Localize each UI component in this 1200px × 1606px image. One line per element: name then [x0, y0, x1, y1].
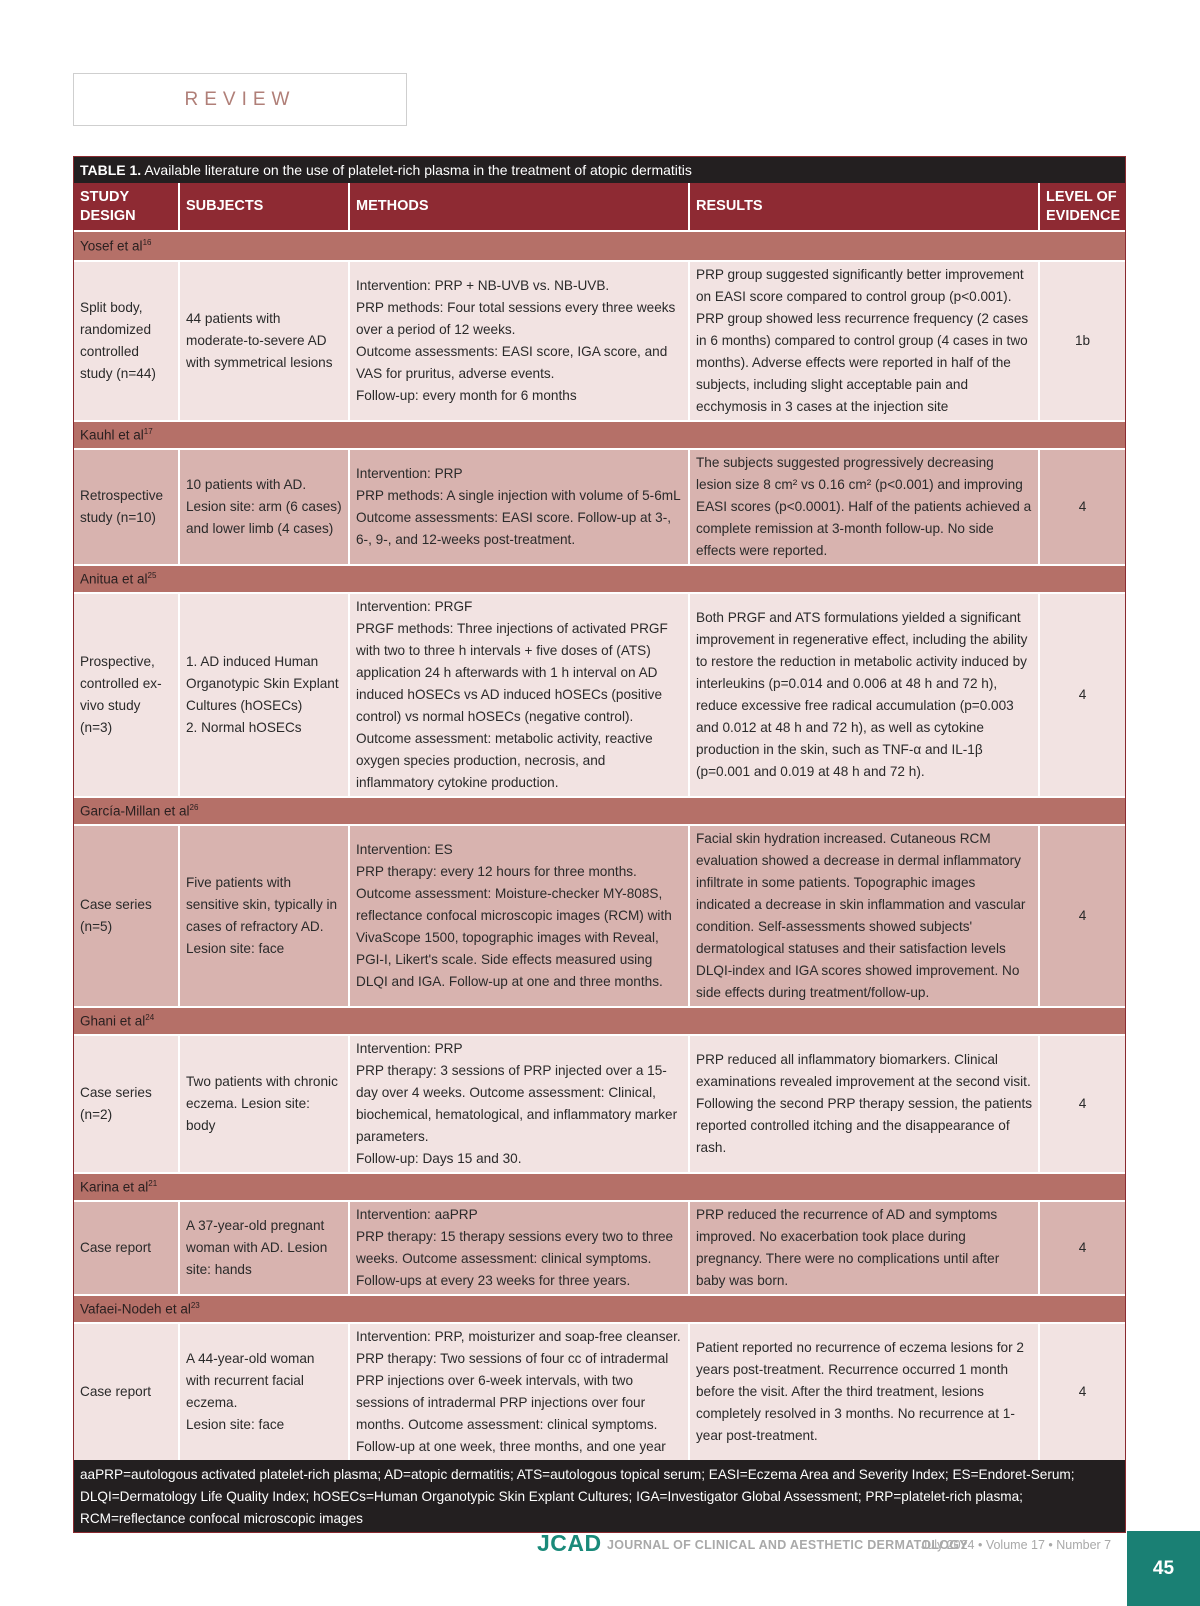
- subjects-cell: A 44-year-old woman with recurrent facial eczema. Lesion site: face: [179, 1323, 349, 1460]
- header-results: RESULTS: [689, 183, 1039, 231]
- subjects-cell: Five patients with sensitive skin, typically in cases of refractory AD. Lesion site: face: [179, 825, 349, 1007]
- subjects-cell: 44 patients with moderate-to-severe AD with symmetrical lesions: [179, 261, 349, 421]
- study-author-row: [74, 421, 1125, 449]
- subjects-cell: 10 patients with AD. Lesion site: arm (6 cases) and lower limb (4 cases): [179, 449, 349, 565]
- methods-cell: Intervention: PRP, moisturizer and soap-free cleanser. PRP therapy: Two sessions of four cc of intradermal PRP injections over 6-week intervals, with two sessions of intradermal PRP injections over four months. Outcome assessment: clinical symptoms. Follow-up at one week, three months, and one year: [349, 1323, 689, 1460]
- evidence-table: [73, 156, 1126, 1533]
- methods-cell: Intervention: aaPRP PRP therapy: 15 therapy sessions every two to three weeks. Outcome assessment: clinical symptoms. Follow-ups at every 23 weeks for three years.: [349, 1201, 689, 1295]
- study-reference: 16: [142, 238, 152, 248]
- study-author: [74, 1173, 1125, 1201]
- study-design-cell: Case report: [74, 1201, 179, 1295]
- study-design-cell: Prospective, controlled ex-vivo study (n=3): [74, 593, 179, 797]
- table-caption-label: TABLE 1.: [80, 162, 142, 178]
- study-detail-row: [74, 825, 1125, 1007]
- study-design-cell: Split body, randomized controlled study (n=44): [74, 261, 179, 421]
- level-of-evidence-cell: 4: [1039, 1201, 1125, 1295]
- study-author: [74, 797, 1125, 825]
- study-author-name: Ghani et al: [80, 1013, 146, 1029]
- study-design-cell: Retrospective study (n=10): [74, 449, 179, 565]
- table-body: [74, 183, 1125, 1460]
- subjects-cell: 1. AD induced Human Organotypic Skin Explant Cultures (hOSECs) 2. Normal hOSECs: [179, 593, 349, 797]
- table-caption: [74, 157, 1125, 183]
- study-author: [74, 1007, 1125, 1035]
- study-design-cell: Case series (n=2): [74, 1035, 179, 1173]
- results-cell: PRP group suggested significantly better improvement on EASI score compared to control group (p<0.001). PRP group showed less recurrence frequency (2 cases in 6 months) compared to control group (4 cases in two months). Adverse effects were reported in half of the subjects, including slight acceptable pain and ecchymosis in 3 cases at the injection site: [689, 261, 1039, 421]
- journal-name: JOURNAL OF CLINICAL AND AESTHETIC DERMATOLOGY: [607, 1538, 968, 1552]
- results-cell: The subjects suggested progressively decreasing lesion size 8 cm² vs 0.16 cm² (p<0.001) and improving EASI scores (p<0.0001). Half of the patients achieved a complete remission at 3-month follow-up. No side effects were reported.: [689, 449, 1039, 565]
- section-label: REVIEW: [184, 88, 296, 110]
- study-author-row: [74, 231, 1125, 261]
- study-author-row: [74, 797, 1125, 825]
- study-author-name: Karina et al: [80, 1179, 149, 1195]
- study-author-row: [74, 1007, 1125, 1035]
- study-author: [74, 565, 1125, 593]
- study-design-cell: Case series (n=5): [74, 825, 179, 1007]
- level-of-evidence-cell: 4: [1039, 593, 1125, 797]
- results-cell: PRP reduced all inflammatory biomarkers. Clinical examinations revealed improvement at the second visit. Following the second PRP therapy session, the patients reported controlled itching and the disappearance of rash.: [689, 1035, 1039, 1173]
- study-author-name: García-Millan et al: [80, 803, 190, 819]
- study-detail-row: [74, 1201, 1125, 1295]
- study-author: [74, 421, 1125, 449]
- methods-cell: Intervention: PRGF PRGF methods: Three injections of activated PRGF with two to three h intervals + five doses of (ATS) application 24 h afterwards with 1 h interval on AD induced hOSECs vs AD induced hOSECs (positive control) vs normal hOSECs (negative control). Outcome assessment: metabolic activity, reactive oxygen species production, necrosis, and inflammatory cytokine production.: [349, 593, 689, 797]
- results-cell: PRP reduced the recurrence of AD and symptoms improved. No exacerbation took place during pregnancy. There were no complications until after baby was born.: [689, 1201, 1039, 1295]
- study-author-row: [74, 1173, 1125, 1201]
- subjects-cell: A 37-year-old pregnant woman with AD. Lesion site: hands: [179, 1201, 349, 1295]
- level-of-evidence-cell: 4: [1039, 1035, 1125, 1173]
- methods-cell: Intervention: PRP PRP therapy: 3 sessions of PRP injected over a 15-day over 4 weeks. Outcome assessment: Clinical, biochemical, hematological, and inflammatory marker parameters. Follow-up: Days 15 and 30.: [349, 1035, 689, 1173]
- header-study-design: STUDY DESIGN: [74, 183, 179, 231]
- level-of-evidence-cell: 4: [1039, 825, 1125, 1007]
- results-cell: Patient reported no recurrence of eczema lesions for 2 years post-treatment. Recurrence occurred 1 month before the visit. After the third treatment, lesions completely resolved in 3 months. No recurrence at 1-year post-treatment.: [689, 1323, 1039, 1460]
- header-subjects: SUBJECTS: [179, 183, 349, 231]
- results-cell: Both PRGF and ATS formulations yielded a significant improvement in regenerative effect, including the ability to restore the reduction in metabolic activity induced by interleukins (p=0.014 and 0.006 at 48 h and 72 h), reduce excessive free radical accumulation (p=0.003 and 0.012 at 48 h and 72 h), as well as cytokine production in the skin, such as TNF-α and IL-1β (p=0.001 and 0.019 at 48 h and 72 h).: [689, 593, 1039, 797]
- page-number: 45: [1127, 1531, 1200, 1606]
- subjects-cell: Two patients with chronic eczema. Lesion site: body: [179, 1035, 349, 1173]
- study-reference: 23: [190, 1301, 200, 1311]
- study-reference: 24: [145, 1013, 155, 1023]
- study-design-cell: Case report: [74, 1323, 179, 1460]
- study-author-name: Vafaei-Nodeh et al: [80, 1301, 191, 1317]
- study-reference: 21: [148, 1179, 158, 1189]
- issue-info: July 2024 • Volume 17 • Number 7: [921, 1538, 1112, 1552]
- level-of-evidence-cell: 4: [1039, 449, 1125, 565]
- level-of-evidence-cell: 4: [1039, 1323, 1125, 1460]
- study-author-name: Kauhl et al: [80, 427, 144, 443]
- study-reference: 26: [189, 803, 199, 813]
- results-cell: Facial skin hydration increased. Cutaneous RCM evaluation showed a decrease in dermal inflammatory infiltrate in some patients. Topographic images indicated a decrease in skin inflammation and vascular condition. Self-assessments showed subjects' dermatological statuses and their satisfaction levels DLQI-index and IGA scores showed improvement. No side effects during treatment/follow-up.: [689, 825, 1039, 1007]
- header-level-of-evidence: LEVEL OF EVIDENCE: [1039, 183, 1125, 231]
- methods-cell: Intervention: PRP + NB-UVB vs. NB-UVB. PRP methods: Four total sessions every three weeks over a period of 12 weeks. Outcome assessments: EASI score, IGA score, and VAS for pruritus, adverse events. Follow-up: every month for 6 months: [349, 261, 689, 421]
- level-of-evidence-cell: 1b: [1039, 261, 1125, 421]
- journal-abbrev: JCAD: [537, 1530, 602, 1556]
- table-caption-text: Available literature on the use of platelet-rich plasma in the treatment of atopic dermatitis: [144, 162, 692, 178]
- study-author-name: Yosef et al: [80, 238, 143, 254]
- study-detail-row: [74, 261, 1125, 421]
- methods-cell: Intervention: ES PRP therapy: every 12 hours for three months. Outcome assessment: Moisture-checker MY-808S, reflectance confocal microscopic images (RCM) with VivaScope 1500, topographic images with Reveal, PGI-I, Likert's scale. Side effects measured using DLQI and IGA. Follow-up at one and three months.: [349, 825, 689, 1007]
- study-reference: 25: [147, 571, 157, 581]
- table-footnote: aaPRP=autologous activated platelet-rich plasma; AD=atopic dermatitis; ATS=autologous topical serum; EASI=Eczema Area and Severity Index; ES=Endoret-Serum; DLQI=Dermatology Life Quality Index; hOSECs=Human Organotypic Skin Explant Cultures; IGA=Investigator Global Assessment; PRP=platelet-rich plasma; RCM=reflectance confocal microscopic images: [74, 1460, 1125, 1532]
- study-author-row: [74, 1295, 1125, 1323]
- header-row: [74, 183, 1125, 231]
- study-detail-row: [74, 1323, 1125, 1460]
- study-detail-row: [74, 1035, 1125, 1173]
- study-author-name: Anitua et al: [80, 571, 148, 587]
- methods-cell: Intervention: PRP PRP methods: A single injection with volume of 5-6mL Outcome assessments: EASI score. Follow-up at 3-, 6-, 9-, and 12-weeks post-treatment.: [349, 449, 689, 565]
- section-label-box: [73, 73, 407, 126]
- study-author: [74, 1295, 1125, 1323]
- header-methods: METHODS: [349, 183, 689, 231]
- study-author-row: [74, 565, 1125, 593]
- study-author: [74, 231, 1125, 261]
- study-detail-row: [74, 593, 1125, 797]
- study-detail-row: [74, 449, 1125, 565]
- study-reference: 17: [143, 427, 153, 437]
